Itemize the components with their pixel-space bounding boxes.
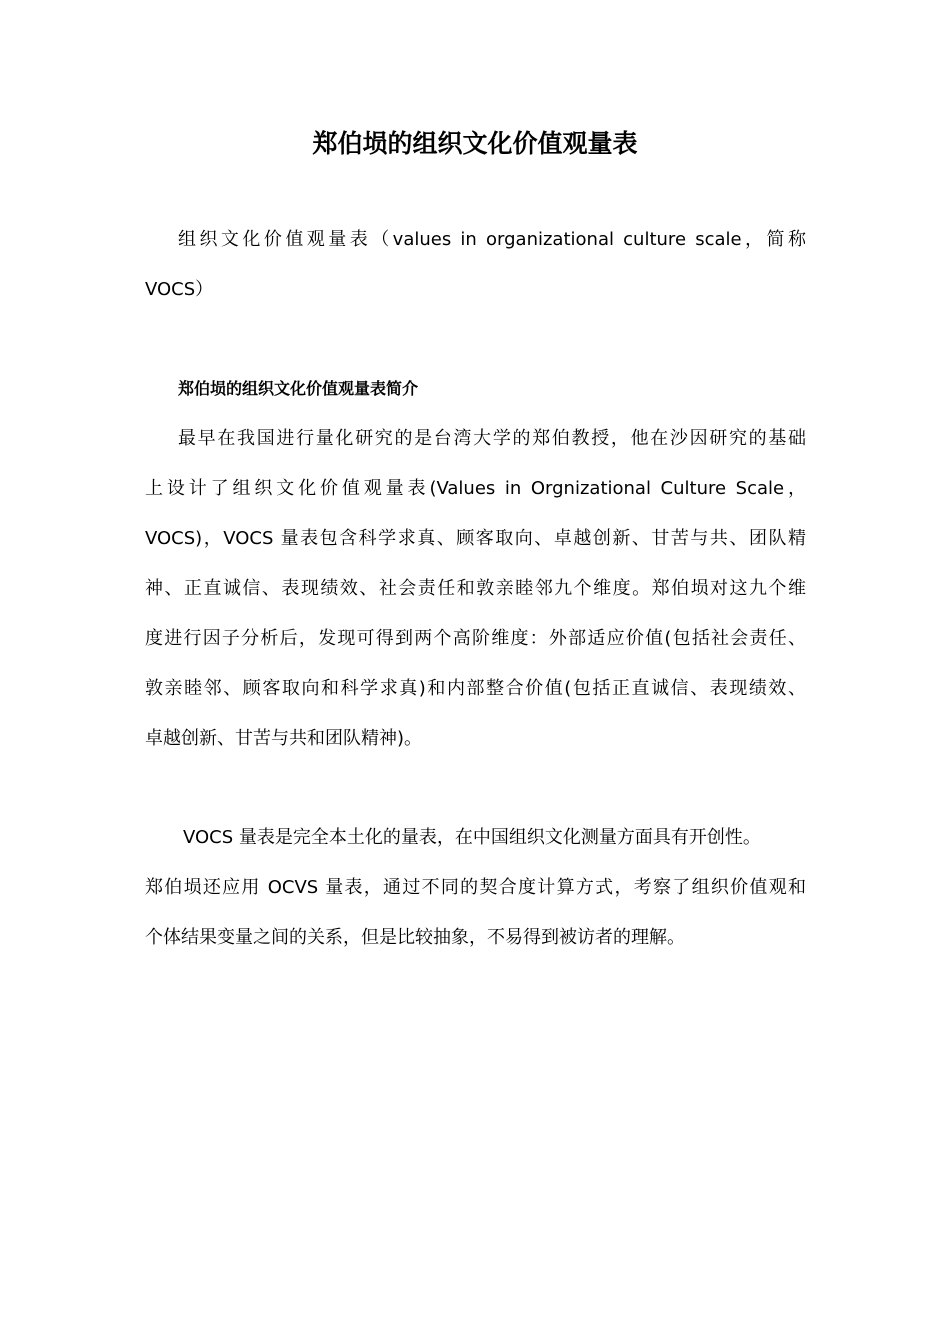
text-line: VOCS 量表是完全本土化的量表，在中国组织文化测量方面具有开创性。 (183, 827, 761, 848)
text-line: 郑伯埙还应用 OCVS 量表，通过不同的契合度计算方式，考察了组织价值观和 (145, 877, 806, 898)
document-title: 郑伯埙的组织文化价值观量表 (312, 129, 638, 158)
section-heading: 郑伯埙的组织文化价值观量表简介 (178, 379, 419, 398)
text-line: 神、正直诚信、表现绩效、社会责任和敦亲睦邻九个维度。郑伯埙对这九个维 (145, 578, 806, 599)
text-line: 组织文化价值观量表（values in organizational culture scale，简称 (178, 229, 806, 250)
text-line: VOCS)，VOCS 量表包含科学求真、顾客取向、卓越创新、甘苦与共、团队精 (145, 528, 806, 549)
body-paragraph-1 (145, 414, 806, 764)
text-line: 度进行因子分析后，发现可得到两个高阶维度：外部适应价值(包括社会责任、 (145, 628, 806, 649)
text-line: 上设计了组织文化价值观量表(Values in Orgnizational Culture Scale， (145, 478, 806, 499)
text-line: 最早在我国进行量化研究的是台湾大学的郑伯教授，他在沙因研究的基础 (178, 428, 806, 449)
intro-paragraph (145, 215, 806, 315)
text-line: 个体结果变量之间的关系，但是比较抽象，不易得到被访者的理解。 (145, 927, 685, 948)
body-paragraph-2 (145, 813, 806, 963)
text-line: VOCS） (145, 279, 214, 300)
text-line: 卓越创新、甘苦与共和团队精神)。 (145, 728, 423, 749)
text-line: 敦亲睦邻、顾客取向和科学求真)和内部整合价值(包括正直诚信、表现绩效、 (145, 678, 806, 699)
